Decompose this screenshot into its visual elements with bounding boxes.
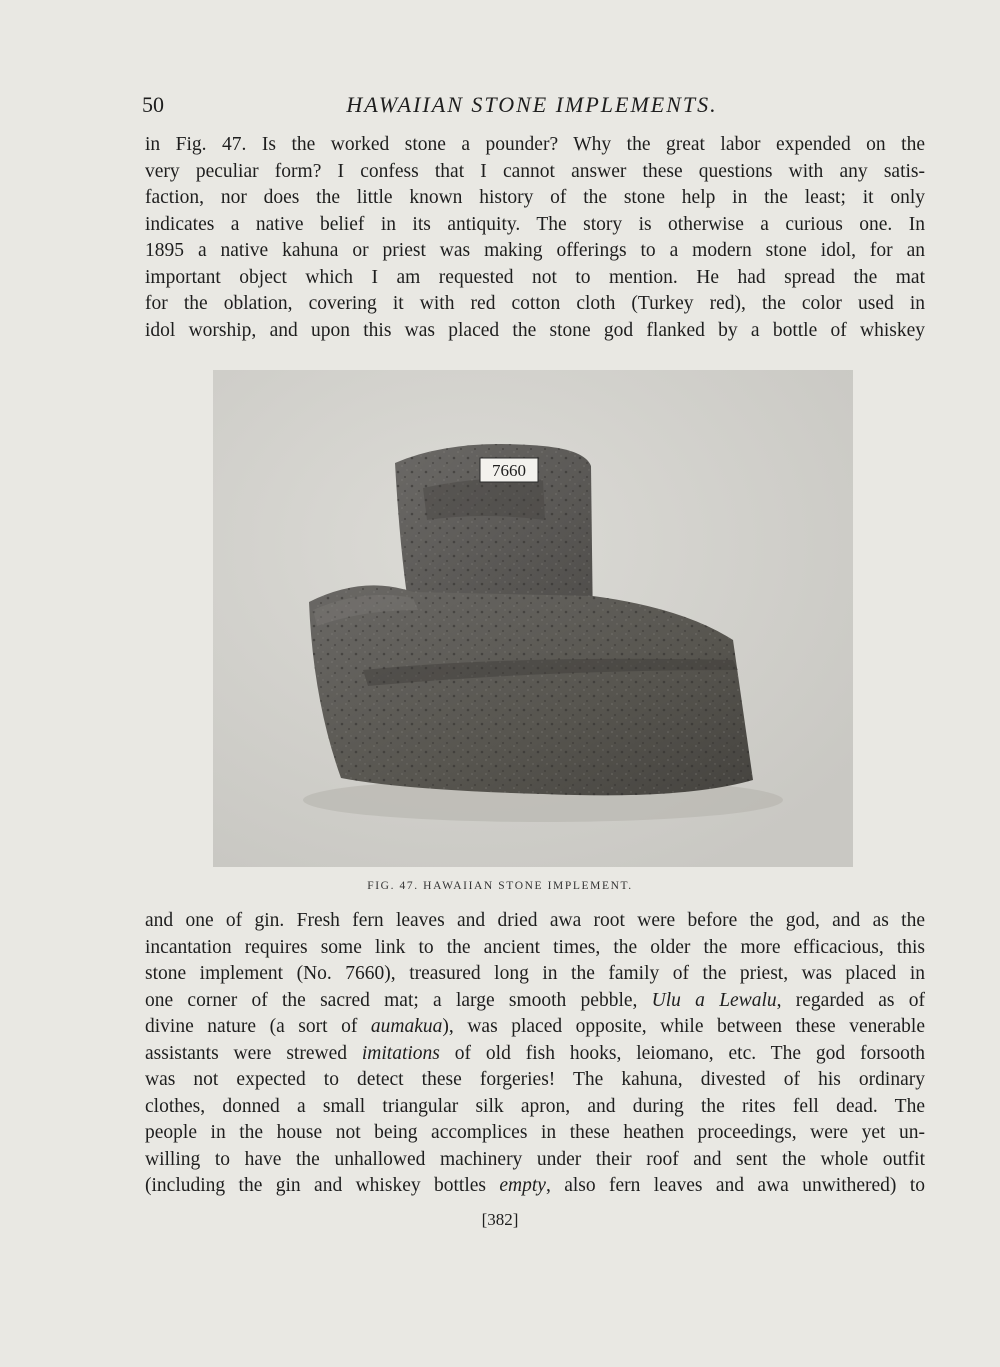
text-line: willing to have the unhallowed machinery under their roof and sent the whole outfit xyxy=(145,1148,925,1170)
text-fragment: (including the gin and whiskey bottles xyxy=(145,1175,500,1196)
text-line: indicates a native belief in its antiquity. The story is otherwise a curious one. In xyxy=(145,213,925,235)
top-paragraph xyxy=(145,132,925,344)
text-line: was not expected to detect these forgeries! The kahuna, divested of his ordinary xyxy=(145,1069,925,1090)
text-line xyxy=(145,1173,925,1200)
text-line: idol worship, and upon this was placed the stone god flanked by a bottle of whiskey xyxy=(145,319,925,341)
page-header xyxy=(142,92,922,122)
text-line: in Fig. 47. Is the worked stone a pounder? Why the great labor expended on the xyxy=(145,134,925,155)
text-line xyxy=(145,1041,925,1068)
text-fragment: , also fern leaves and awa unwithered) to xyxy=(545,1175,925,1196)
text-line: clothes, donned a small triangular silk apron, and during the rites fell dead. The xyxy=(145,1095,925,1117)
text-line xyxy=(145,1014,925,1041)
text-fragment: divine nature (a sort of xyxy=(145,1016,371,1037)
text-fragment: ), was placed opposite, while between these venerable xyxy=(442,1016,925,1037)
text-line: important object which I am requested not to mention. He had spread the mat xyxy=(145,266,925,288)
italic-term: imitations xyxy=(361,1042,440,1064)
italic-term: Ulu a Lewalu xyxy=(651,989,777,1011)
text-line: and one of gin. Fresh fern leaves and dried awa root were before the god, and as the xyxy=(145,910,925,931)
text-line xyxy=(145,988,925,1015)
text-line: incantation requires some link to the ancient times, the older the more efficacious, this xyxy=(145,936,925,958)
italic-term: aumakua xyxy=(370,1016,443,1037)
italic-term: empty xyxy=(499,1175,546,1196)
figure-caption: FIG. 47. HAWAIIAN STONE IMPLEMENT. xyxy=(367,880,633,892)
text-line: very peculiar form? I confess that I cannot answer these questions with any satis- xyxy=(145,160,925,182)
text-line: 1895 a native kahuna or priest was making offerings to a modern stone idol, for an xyxy=(145,240,925,261)
text-line: for the oblation, covering it with red cotton cloth (Turkey red), the color used in xyxy=(145,293,925,314)
figure-photograph xyxy=(213,370,853,867)
bottom-paragraph xyxy=(145,908,925,1200)
text-line: faction, nor does the little known history of the stone help in the least; it only xyxy=(145,187,925,208)
text-fragment: of old fish hooks, leiomano, etc. The god forsooth xyxy=(439,1042,926,1064)
specimen-number-label: 7660 xyxy=(492,461,526,480)
stone-implement-illustration xyxy=(213,370,853,867)
text-fragment: assistants were strewed xyxy=(145,1042,362,1064)
text-fragment: , regarded as of xyxy=(776,989,925,1011)
text-fragment: one corner of the sacred mat; a large smooth pebble, xyxy=(145,989,652,1011)
text-line: people in the house not being accomplices in these heathen proceedings, were yet un- xyxy=(145,1122,925,1143)
page-number: 50 xyxy=(142,92,164,117)
page-marker: [382] xyxy=(481,1210,519,1229)
running-title: HAWAIIAN STONE IMPLEMENTS. xyxy=(346,92,718,117)
text-line: stone implement (No. 7660), treasured long in the family of the priest, was placed in xyxy=(145,963,925,984)
